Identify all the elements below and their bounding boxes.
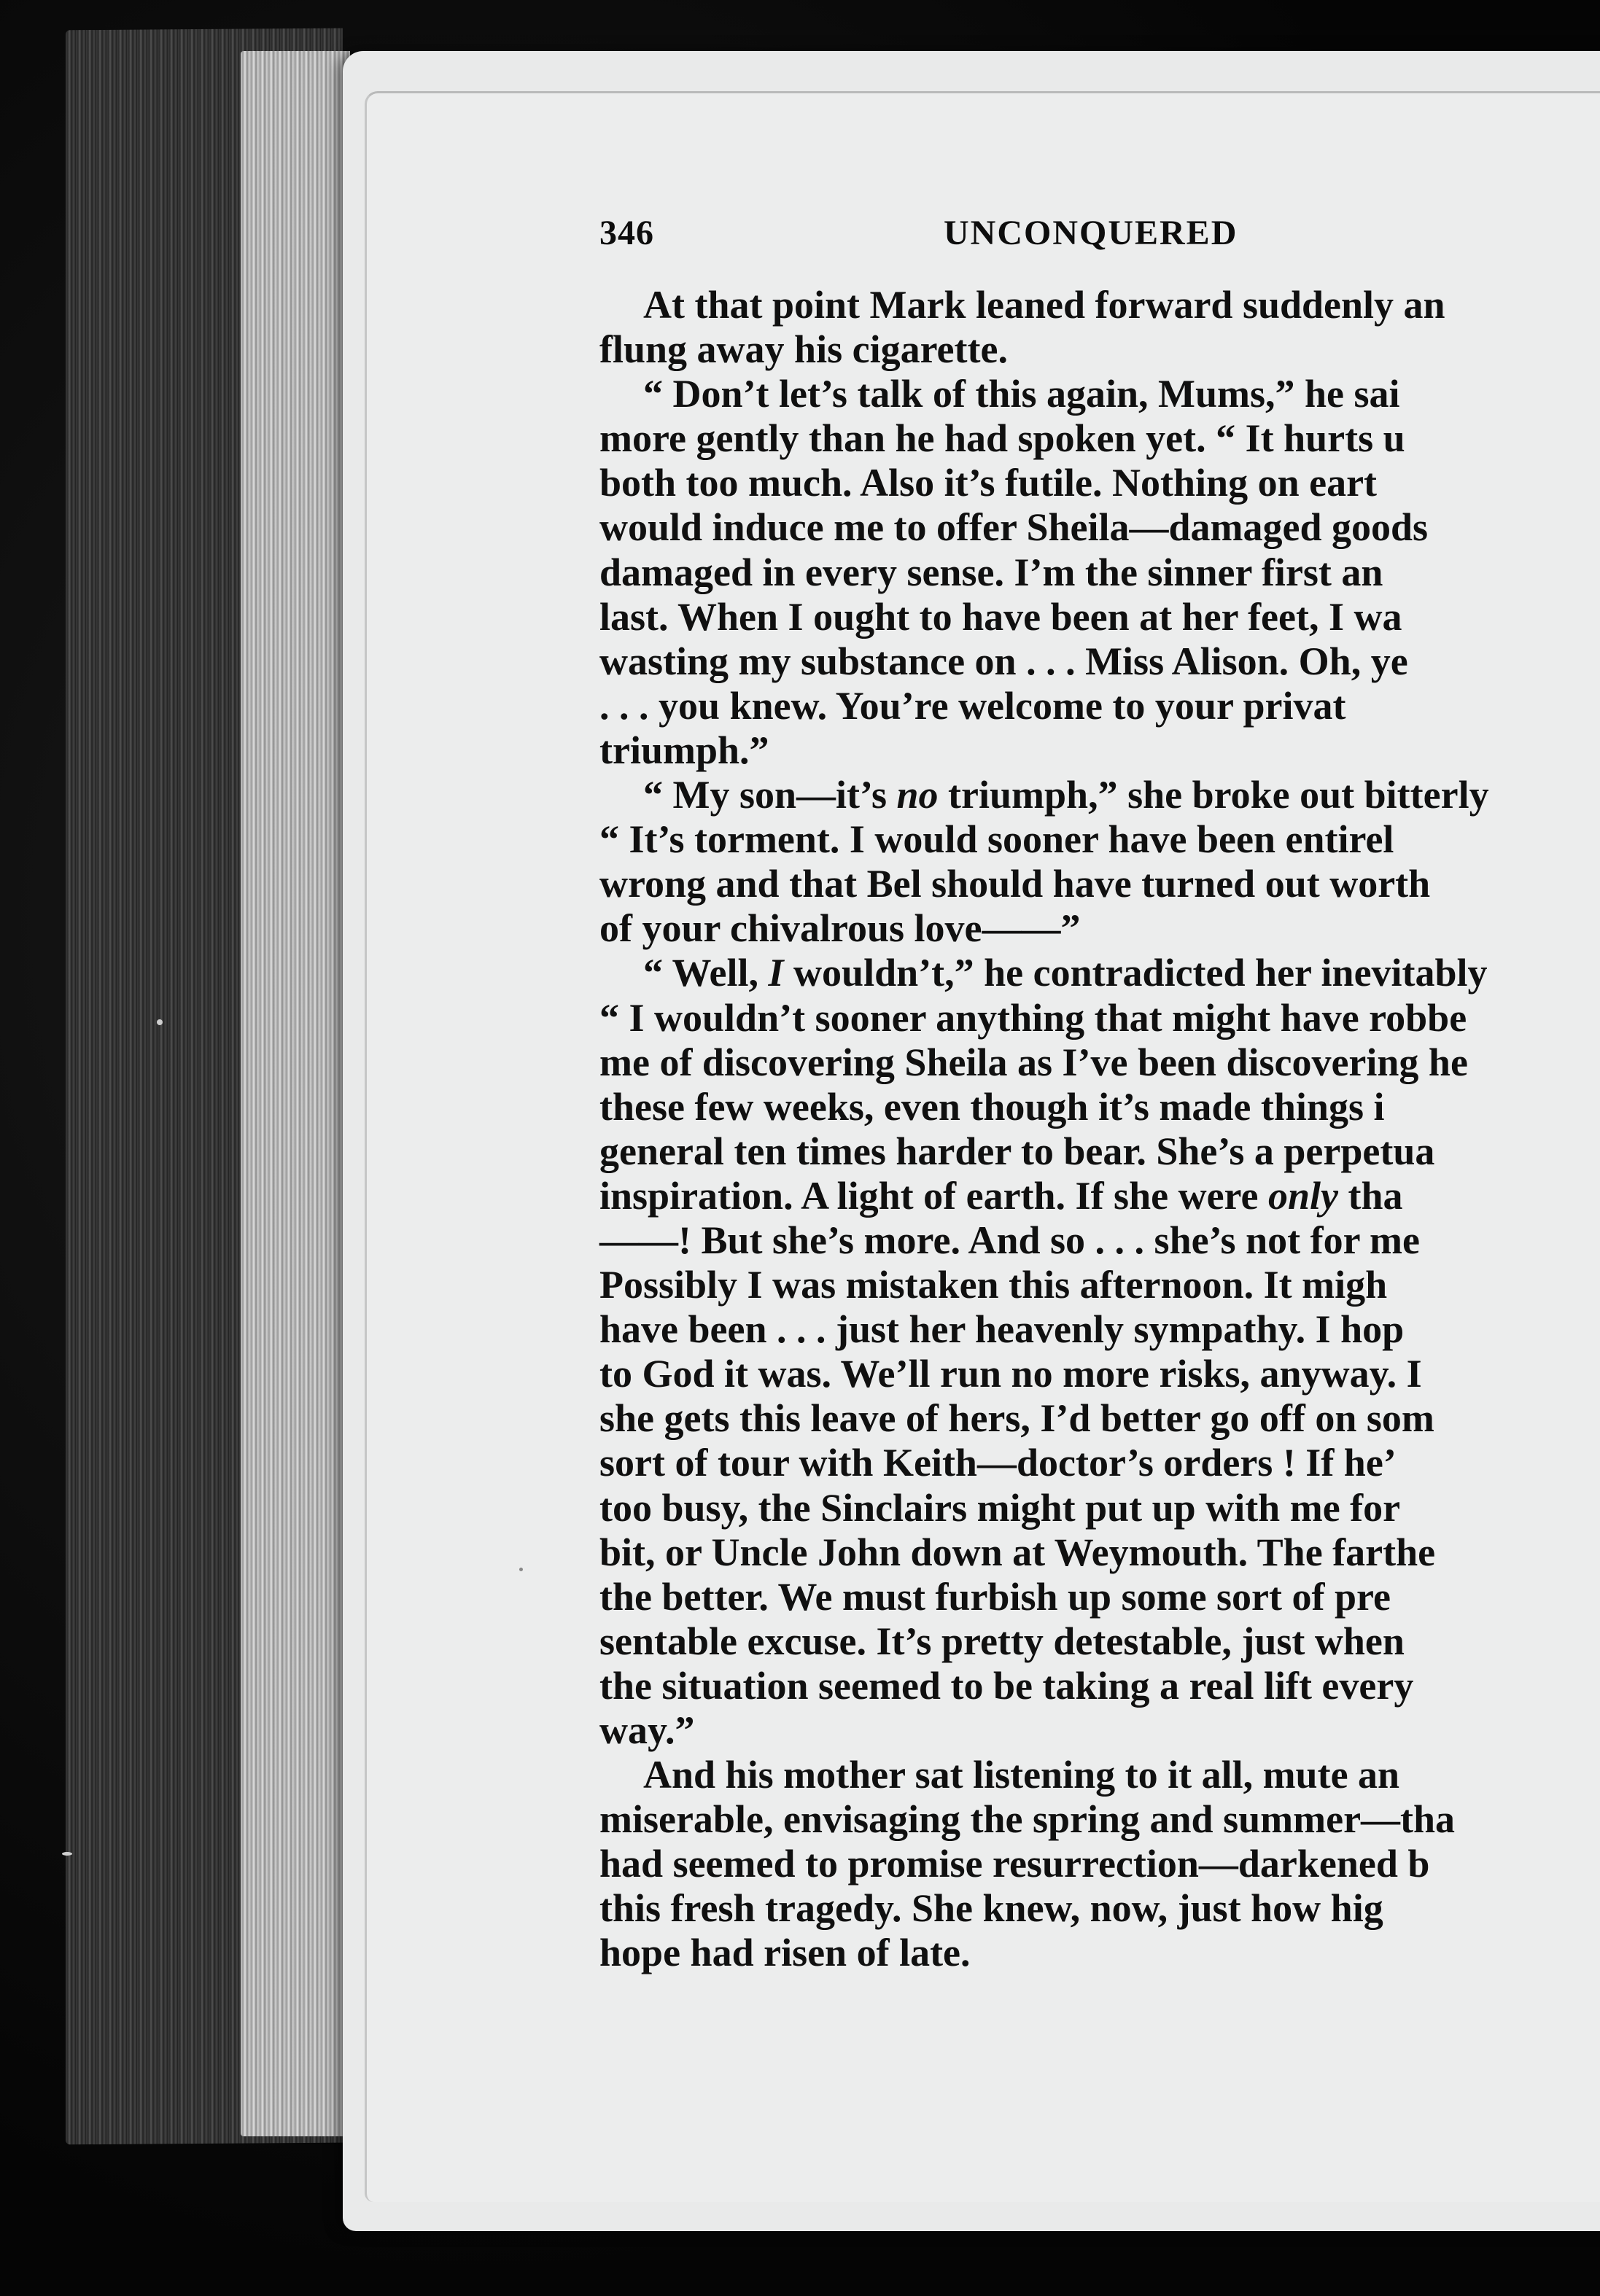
text-line: “ I wouldn’t sooner anything that might have robbe bbox=[599, 995, 1467, 1040]
text-line: wrong and that Bel should have turned out worth bbox=[599, 862, 1431, 906]
text-line: had seemed to promise resurrection—darkened b bbox=[599, 1842, 1430, 1886]
text-segment: “ Well, bbox=[643, 951, 769, 995]
text-line: “ Don’t let’s talk of this again, Mums,” he sai bbox=[643, 372, 1400, 416]
page-number: 346 bbox=[599, 214, 654, 252]
text-line: And his mother sat listening to it all, mute an bbox=[643, 1753, 1400, 1797]
dust-speck bbox=[157, 1019, 163, 1025]
text-line: of your chivalrous love——” bbox=[599, 906, 1081, 951]
text-line: sentable excuse. It’s pretty detestable, just when bbox=[599, 1619, 1405, 1663]
text-segment: triumph,” she broke out bitterly bbox=[938, 773, 1489, 817]
text-segment: “ My son—it’s bbox=[643, 773, 897, 817]
italic-emphasis: no bbox=[896, 773, 939, 817]
text-line: bit, or Uncle John down at Weymouth. The farthe bbox=[599, 1530, 1436, 1574]
text-line bbox=[599, 773, 1600, 817]
text-line: “ It’s torment. I would sooner have been entirel bbox=[599, 817, 1394, 862]
dust-speck bbox=[519, 1568, 523, 1571]
text-line: miserable, envisaging the spring and summer—tha bbox=[599, 1797, 1456, 1842]
text-line: last. When I ought to have been at her feet, I wa bbox=[599, 594, 1402, 639]
text-line: damaged in every sense. I’m the sinner first an bbox=[599, 550, 1383, 594]
text-line: me of discovering Sheila as I’ve been discovering he bbox=[599, 1040, 1468, 1084]
text-line: these few weeks, even though it’s made things i bbox=[599, 1084, 1385, 1129]
text-line: At that point Mark leaned forward suddenly an bbox=[643, 283, 1445, 327]
text-line: have been . . . just her heavenly sympathy. I hop bbox=[599, 1307, 1405, 1352]
text-line: more gently than he had spoken yet. “ It hurts u bbox=[599, 416, 1405, 461]
text-line: Possibly I was mistaken this afternoon. It migh bbox=[599, 1263, 1388, 1307]
text-line: hope had risen of late. bbox=[599, 1931, 971, 1975]
text-line: both too much. Also it’s futile. Nothing on eart bbox=[599, 461, 1378, 505]
text-line: she gets this leave of hers, I’d better go off on som bbox=[599, 1396, 1434, 1441]
text-line: the better. We must furbish up some sort of pre bbox=[599, 1574, 1391, 1619]
text-line: wasting my substance on . . . Miss Alison. Oh, ye bbox=[599, 639, 1408, 683]
text-line: too busy, the Sinclairs might put up with me for bbox=[599, 1485, 1401, 1530]
text-line: to God it was. We’ll run no more risks, anyway. I bbox=[599, 1352, 1422, 1396]
text-line: general ten times harder to bear. She’s a perpetua bbox=[599, 1129, 1435, 1173]
text-line bbox=[599, 1174, 1600, 1218]
text-line: triumph.” bbox=[599, 728, 769, 772]
italic-emphasis: only bbox=[1268, 1173, 1339, 1218]
dust-speck bbox=[62, 1852, 72, 1856]
text-line: ——! But she’s more. And so . . . she’s not for me bbox=[599, 1218, 1421, 1262]
running-title: UNCONQUERED bbox=[944, 214, 1238, 252]
text-line: the situation seemed to be taking a real lift every bbox=[599, 1663, 1414, 1708]
text-line: flung away his cigarette. bbox=[599, 327, 1008, 372]
text-segment: wouldn’t,” he contradicted her inevitably bbox=[783, 951, 1488, 995]
text-segment: inspiration. A light of earth. If she were bbox=[599, 1173, 1268, 1218]
text-line bbox=[599, 951, 1600, 995]
text-line: sort of tour with Keith—doctor’s orders ! If he’ bbox=[599, 1441, 1397, 1485]
text-line: this fresh tragedy. She knew, now, just how hig bbox=[599, 1886, 1383, 1931]
book-page-edges-light bbox=[241, 51, 350, 2136]
body-text bbox=[599, 283, 1600, 1976]
running-header bbox=[599, 213, 1600, 264]
text-segment: tha bbox=[1338, 1173, 1403, 1218]
italic-emphasis: I bbox=[768, 951, 784, 995]
text-line: way.” bbox=[599, 1708, 695, 1752]
text-line: would induce me to offer Sheila—damaged goods bbox=[599, 505, 1429, 550]
text-line: . . . you knew. You’re welcome to your privat bbox=[599, 683, 1346, 728]
